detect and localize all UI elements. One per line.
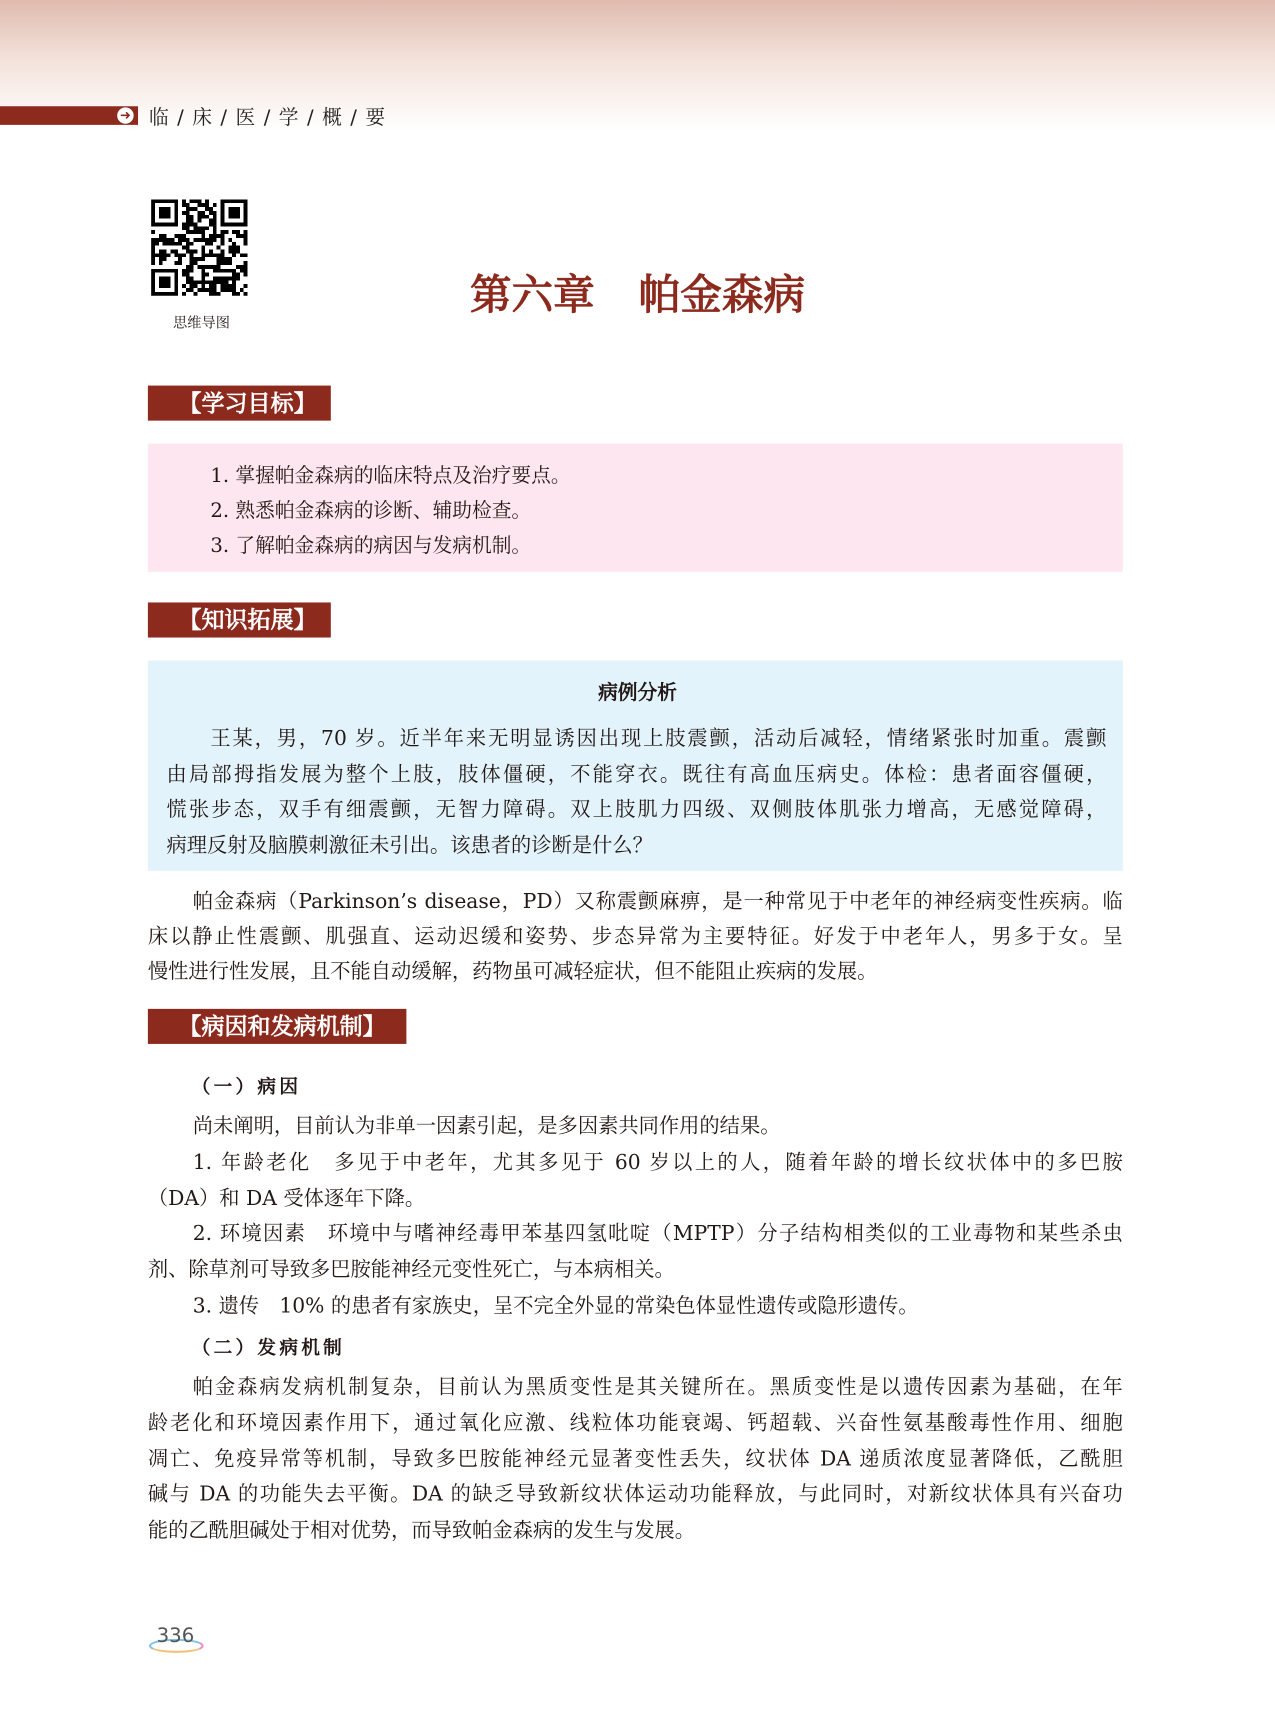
text-line: 2. 环境因素 环境中与嗜神经毒甲苯基四氢吡啶（MPTP）分子结构相类似的工业毒物和某些杀虫 [192,1222,1123,1246]
text-line: 慢性进行性发展，且不能自动缓解，药物虽可减轻症状，但不能阻止疾病的发展。 [147,960,878,984]
section-heading-etiology: 【病因和发病机制】 [148,1009,407,1044]
qr-label: 思维导图 [173,315,231,332]
text-line: 尚未阐明，目前认为非单一因素引起，是多因素共同作用的结果。 [192,1115,781,1139]
chapter-number: 第六章 [469,269,595,319]
text-line: 帕金森病（Parkinson’s disease，PD）又称震颤麻痹，是一种常见于中老年的神经病变性疾病。临 [192,890,1123,914]
text-line: 帕金森病发病机制复杂，目前认为黑质变性是其关键所在。黑质变性是以遗传因素为基础，在年 [192,1375,1123,1399]
page-number: 336 [156,1624,195,1648]
text-line: 剂、除草剂可导致多巴胺能神经元变性死亡，与本病相关。 [147,1258,675,1282]
chapter-title [0,261,1275,321]
text-line: 凋亡、免疫异常等机制，导致多巴胺能神经元显著变性丢失，纹状体 DA 递质浓度显著降低，乙酰胆 [147,1447,1123,1471]
arrow-right-icon: ➜ [117,107,133,123]
text-line: 1. 年龄老化 多见于中老年，尤其多见于 60 岁以上的人，随着年龄的增长纹状体中的多巴胺 [192,1151,1123,1175]
objective-item: 2. 熟悉帕金森病的诊断、辅助检查。 [210,499,532,523]
objective-item: 3. 了解帕金森病的病因与发病机制。 [210,534,532,558]
text-line: （DA）和 DA 受体逐年下降。 [147,1186,426,1210]
subheading-mechanism: （二）发病机制 [191,1337,346,1360]
case-title: 病例分析 [598,681,677,705]
text-line: 病理反射及脑膜刺激征未引出。该患者的诊断是什么？ [166,834,653,858]
text-line: 能的乙酰胆碱处于相对优势，而导致帕金森病的发生与发展。 [147,1519,696,1543]
section-heading-extension: 【知识拓展】 [148,602,331,637]
objective-item: 1. 掌握帕金森病的临床特点及治疗要点。 [210,464,571,488]
text-line: 王某，男，70 岁。近半年来无明显诱因出现上肢震颤，活动后减轻，情绪紧张时加重。震颤 [210,727,1107,751]
text-line: 床以静止性震颤、肌强直、运动迟缓和姿势、步态异常为主要特征。好发于中老年人，男多于女。呈 [147,925,1123,949]
subheading-cause: （一）病因 [191,1076,302,1099]
chapter-name: 帕金森病 [638,269,806,319]
text-line: 龄老化和环境因素作用下，通过氧化应激、线粒体功能衰竭、钙超载、兴奋性氨基酸毒性作用、细胞 [147,1411,1123,1435]
section-heading-objectives: 【学习目标】 [148,386,331,421]
book-title: 临 / 床 / 医 / 学 / 概 / 要 [148,106,387,130]
text-line: 碱与 DA 的功能失去平衡。DA 的缺乏导致新纹状体运动功能释放，与此同时，对新纹状体具有兴奋功 [147,1483,1123,1507]
text-line: 3. 遗传 10% 的患者有家族史，呈不完全外显的常染色体显性遗传或隐形遗传。 [192,1294,919,1318]
text-line: 慌张步态，双手有细震颤，无智力障碍。双上肢肌力四级、双侧肢体肌张力增高，无感觉障碍， [166,798,1107,822]
text-line: 由局部拇指发展为整个上肢，肢体僵硬，不能穿衣。既往有高血压病史。体检：患者面容僵硬， [166,762,1107,786]
